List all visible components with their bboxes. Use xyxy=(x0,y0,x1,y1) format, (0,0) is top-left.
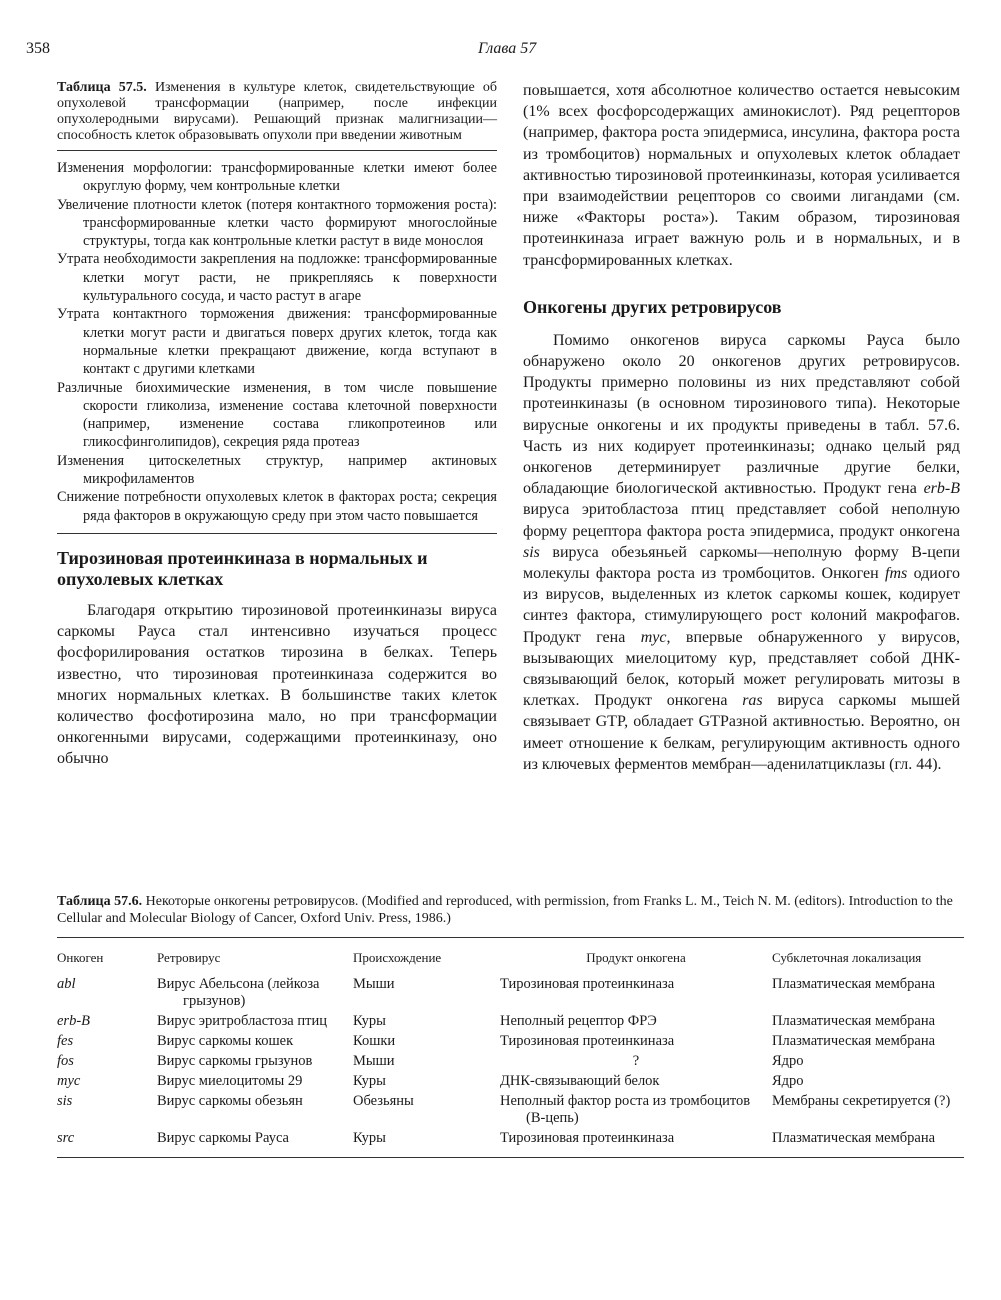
cell-location: Плазматическая мембрана xyxy=(772,1130,936,1146)
cell-product: Неполный фактор роста из тромбоцитов (В-цепь) xyxy=(500,1093,751,1126)
cell-origin: Куры xyxy=(353,1073,386,1089)
table-57-6-caption-text: Некоторые онкогены ретровирусов. (Modified and reproduced, with permission, from Franks L. M., Teich N. M. (editors). Introduction to the Cellular and Molecular Biology of Cancer, Oxford Univ. Press, 1986.) xyxy=(57,894,953,926)
table-row xyxy=(57,1130,964,1158)
cell-retrovirus: Вирус саркомы обезьян xyxy=(157,1093,303,1109)
cell-product: Тирозиновая протеинкиназа xyxy=(500,1130,675,1146)
body-text-left xyxy=(57,600,497,770)
cell-product: Тирозиновая протеинкиназа xyxy=(500,976,675,992)
table-57-5-caption-text: Изменения в культуре клеток, свидетельствующие об опухолевой трансформации (например, после инфекции опухолеродными вирусами). Решающий признак малигнизации—способность клеток образовывать опухоли при введении животным xyxy=(57,80,498,143)
table-header-row xyxy=(57,938,964,977)
cell-location: Плазматическая мембрана xyxy=(772,1033,936,1049)
table-57-5-item: Снижение потребности опухолевых клеток в факторах роста; секреция ряда факторов в окружающую среду при этом часто повышается xyxy=(57,489,497,524)
table-57-5-list xyxy=(57,159,497,525)
cell-product: Неполный рецептор ФРЭ xyxy=(500,1013,657,1029)
cell-oncogene: abl xyxy=(57,976,76,992)
table-57-5-item: Изменения морфологии: трансформированные клетки имеют более округлую форму, чем контрольные клетки xyxy=(57,160,497,195)
cell-oncogene: fes xyxy=(57,1033,74,1049)
body-text-right xyxy=(523,80,960,271)
column-header-oncogene: Онкоген xyxy=(57,950,104,965)
paragraph-continued: повышается, хотя абсолютное количество остается невысоким (1% всех фосфорсодержащих аминокислот). Ряд рецепторов (например, фактора роста эпидермиса, инсулина, фактора роста из тромбоцитов) нормальных и опухолевых клеток обладает активностью тирозиновой протеинкиназы, которая усиливается при взаимодействии рецепторов со своими лигандами (см. ниже «Факторы роста»). Таким образом, тирозиновая протеинкиназа играет важную роль и в нормальных, и в трансформированных клетках. xyxy=(523,82,960,269)
text-run: вируса эритобластоза птиц представляет собой неполную форму рецептора фактора роста эпидермиса, продукт онкогена xyxy=(523,501,960,540)
cell-retrovirus: Вирус саркомы Рауса xyxy=(157,1130,289,1146)
cell-location: Плазматическая мембрана xyxy=(772,1013,936,1029)
column-header-location: Субклеточная локализация xyxy=(772,950,922,965)
column-header-origin: Происхождение xyxy=(353,950,442,965)
text-run: Помимо онкогенов вируса саркомы Рауса было обнаружено около 20 онкогенов других ретровирусов. Продукты примерно половины из них представляют собой протеинкиназы (в основном тирозинового типа). Некоторые вирусные онкогены и их продукты приведены в табл. 57.6. Часть из них кодирует протеинкиназы; однако целый ряд онкогенов детерминирует различные другие белки, обладающие биологической активностью. Продукт гена xyxy=(523,331,960,498)
gene-name: erb-B xyxy=(923,480,960,498)
table-57-5-caption xyxy=(57,80,497,144)
table-bottom-rule xyxy=(57,533,497,534)
cell-origin: Мыши xyxy=(353,976,395,992)
table-57-6-label: Таблица 57.6. xyxy=(57,894,143,909)
table-57-5-label: Таблица 57.5. xyxy=(57,80,147,95)
table-57-5-item: Утрата контактного торможения движения: трансформированные клетки могут расти и двигаться поверх других клеток, тогда как нормальные клетки прекращают движение, когда вступают в контакт с другими клетками xyxy=(57,306,497,378)
cell-retrovirus: Вирус саркомы грызунов xyxy=(157,1053,313,1069)
cell-origin: Обезьяны xyxy=(353,1093,414,1109)
text-run: одиого из вирусов, выделенных из клеток саркомы кошек, кодирует синтез фактора, стимулирующего рост колоний макрофагов. Продукт гена xyxy=(523,565,960,646)
table-row xyxy=(57,1033,964,1053)
column-header-retrovirus: Ретровирус xyxy=(157,950,221,965)
cell-location: Плазматическая мембрана xyxy=(772,976,936,992)
cell-product: ? xyxy=(632,1053,640,1069)
table-row xyxy=(57,1093,964,1130)
oncogene-table xyxy=(57,937,964,1158)
paragraph xyxy=(523,330,960,775)
section-heading-tyrosine: Тирозиновая протеинкиназа в нормальных и опухолевых клетках xyxy=(57,547,428,589)
cell-location: Ядро xyxy=(772,1053,804,1069)
text-run: , впервые обнаруженного у вирусов, вызывающих миелоцитому кур, представляет собой ДНК-связывающий белок, который может регулировать митозы в клетках. Продукт онкогена xyxy=(523,628,960,710)
running-head: Глава 57 xyxy=(478,40,537,57)
cell-origin: Мыши xyxy=(353,1053,395,1069)
column-header-product: Продукт онкогена xyxy=(586,950,686,965)
cell-retrovirus: Вирус миелоцитомы 29 xyxy=(157,1073,303,1089)
table-57-5-item: Различные биохимические изменения, в том числе повышение скорости гликолиза, изменение состава клеточной поверхности (например, изменение состава гликопротеинов или гликосфинголипидов), секреция ряда протеаз xyxy=(57,379,497,451)
paragraph: Благодаря открытию тирозиновой протеинкиназы вируса саркомы Рауса стал интенсивно изучаться процесс фосфорилирования остатков тирозина в белках. Теперь известно, что тирозиновая протеинкиназа содержится во многих нормальных клетках. В большинстве таких клеток количество фосфотирозина мало, но при трансформации онкогенными вирусами, содержащими протеинкиназу, оно обычно xyxy=(57,601,497,768)
cell-origin: Кошки xyxy=(353,1033,396,1049)
gene-name: ras xyxy=(742,692,763,710)
table-row xyxy=(57,1073,964,1093)
body-text-oncogenes xyxy=(523,330,960,775)
table-row xyxy=(57,976,964,1013)
gene-name: fms xyxy=(885,565,908,583)
text-run: вируса обезьяньей саркомы—неполную форму В-цепи молекулы фактора роста из тромбоцитов. Онкоген xyxy=(523,543,960,583)
cell-oncogene: erb-B xyxy=(57,1013,91,1029)
cell-oncogene: myc xyxy=(57,1073,81,1089)
table-57-6-caption xyxy=(57,893,964,927)
cell-origin: Куры xyxy=(353,1130,386,1146)
left-column xyxy=(57,80,497,770)
table-57-5-item: Изменения цитоскелетных структур, например актиновых микрофиламентов xyxy=(57,452,497,488)
cell-retrovirus: Вирус эритробластоза птиц xyxy=(157,1013,327,1029)
cell-oncogene: sis xyxy=(57,1093,73,1109)
cell-retrovirus: Вирус Абельсона (лейкоза грызунов) xyxy=(157,976,320,1009)
table-57-5-item: Увеличение плотности клеток (потеря контактного торможения роста): трансформированные клетки часто формируют многослойные структуры, тогда как контрольные клетки растут в виде монослоя xyxy=(57,196,497,250)
cell-oncogene: src xyxy=(57,1130,75,1146)
cell-oncogene: fos xyxy=(57,1053,74,1069)
cell-product: ДНК-связывающий белок xyxy=(500,1073,660,1089)
cell-product: Тирозиновая протеинкиназа xyxy=(500,1033,675,1049)
gene-name: myc xyxy=(640,628,667,646)
table-row xyxy=(57,1013,964,1033)
cell-origin: Куры xyxy=(353,1013,386,1029)
table-top-rule xyxy=(57,150,497,151)
cell-location: Мембраны секретируется (?) xyxy=(772,1093,951,1109)
section-heading-oncogenes: Онкогены других ретровирусов xyxy=(523,296,782,317)
cell-location: Ядро xyxy=(772,1073,804,1089)
page-number: 358 xyxy=(26,40,50,57)
table-57-6 xyxy=(57,893,964,1158)
right-column xyxy=(523,80,960,775)
text-run: вируса саркомы мышей связывает GTP, обладает GTPазной активностью. Вероятно, он имеет отношение к белкам, регулирующим активность одного из ключевых ферментов мембран—аденилатциклазы (гл. 44). xyxy=(523,692,961,773)
table-row xyxy=(57,1053,964,1073)
cell-retrovirus: Вирус саркомы кошек xyxy=(157,1033,294,1049)
table-57-5-item: Утрата необходимости закрепления на подложке: трансформированные клетки могут расти, не прикрепляясь к поверхности культурального сосуда, и часто растут в агаре xyxy=(57,251,497,305)
gene-name: sis xyxy=(523,543,540,561)
